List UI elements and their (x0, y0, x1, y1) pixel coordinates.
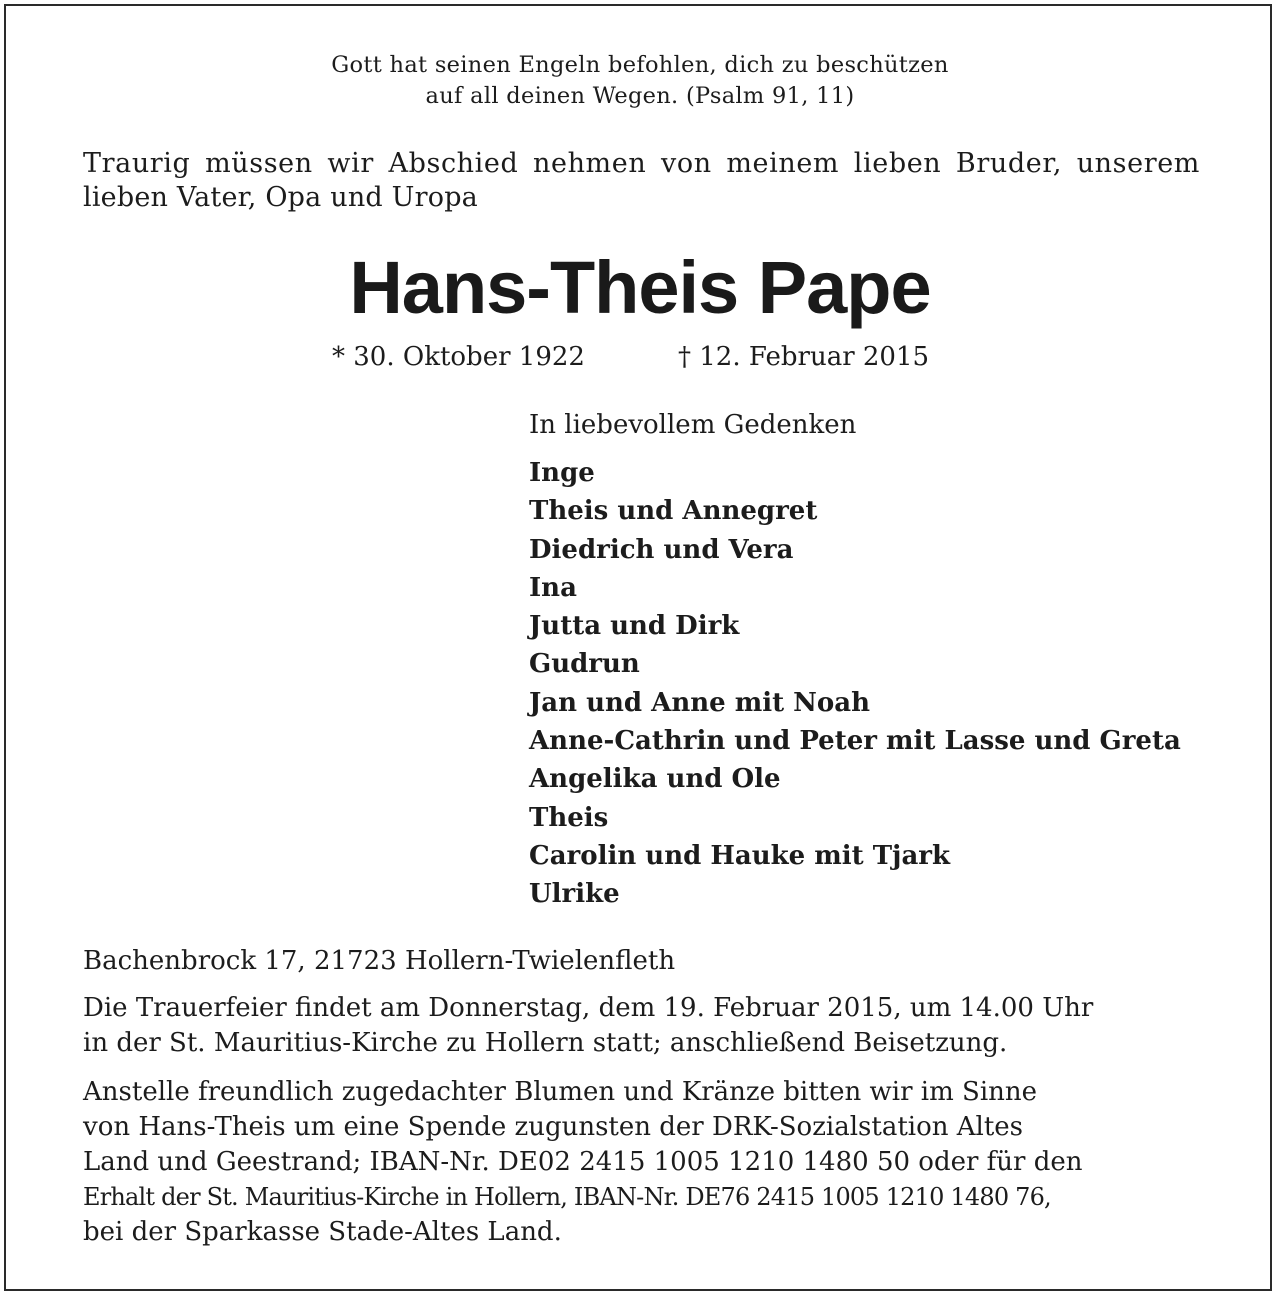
mourner-name: Gudrun (529, 649, 640, 680)
mourner-name: Diedrich und Vera (529, 534, 794, 565)
intro-line-2: lieben Vater, Opa und Uropa (83, 182, 478, 213)
mourner-name: Jan und Anne mit Noah (529, 687, 871, 718)
mourner-name: Theis und Annegret (529, 496, 818, 527)
donation-line-3: Land und Geestrand; IBAN-Nr. DE02 2415 1005 1210 1480 50 oder für den (83, 1147, 1083, 1177)
mourner-name: Angelika und Ole (529, 764, 781, 795)
address: Bachenbrock 17, 21723 Hollern-Twielenfleth (83, 946, 676, 976)
donation-line-2: von Hans-Theis um eine Spende zugunsten der DRK-Sozialstation Altes (83, 1112, 1024, 1142)
death-date: † 12. Februar 2015 (678, 342, 930, 372)
ceremony-line-1: Die Trauerfeier findet am Donnerstag, dem 19. Februar 2015, um 14.00 Uhr (83, 993, 1094, 1023)
donation-line-1: Anstelle freundlich zugedachter Blumen und Kränze bitten wir im Sinne (83, 1077, 1038, 1107)
donation-line-5: bei der Sparkasse Stade-Altes Land. (83, 1217, 562, 1247)
birth-date: * 30. Oktober 1922 (332, 342, 585, 372)
deceased-name: Hans-Theis Pape (349, 246, 931, 329)
mourner-name: Ina (529, 572, 577, 603)
ceremony-line-2: in der St. Mauritius-Kirche zu Hollern statt; anschließend Beisetzung. (83, 1028, 1008, 1058)
mourner-name: Ulrike (529, 879, 620, 910)
mourner-name: Theis (529, 802, 609, 833)
memory-text: In liebevollem Gedenken (529, 410, 857, 440)
mourner-name: Inge (529, 458, 595, 488)
mourner-name: Carolin und Hauke mit Tjark (529, 840, 951, 871)
psalm-line-1: Gott hat seinen Engeln befohlen, dich zu beschützen (331, 52, 949, 78)
mourners-list (529, 454, 1181, 914)
mourner-name: Jutta und Dirk (529, 611, 740, 642)
intro-line-1: Traurig müssen wir Abschied nehmen von meinem lieben Bruder, unserem (83, 148, 1200, 179)
psalm-line-2: auf all deinen Wegen. (Psalm 91, 11) (425, 83, 855, 109)
donation-line-4: Erhalt der St. Mauritius-Kirche in Hollern, IBAN-Nr. DE76 2415 1005 1210 1480 76, (83, 1183, 1051, 1211)
mourner-name: Anne-Cathrin und Peter mit Lasse und Greta (529, 726, 1181, 757)
